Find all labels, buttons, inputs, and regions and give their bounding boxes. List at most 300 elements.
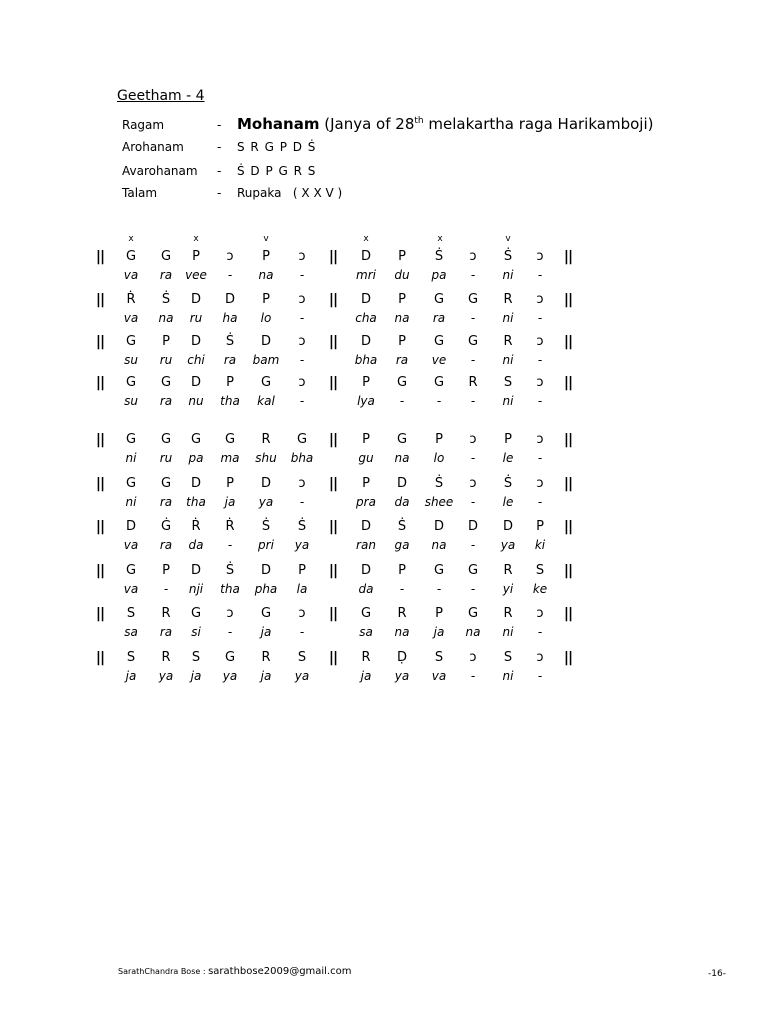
syllable: da — [188, 538, 204, 552]
swara: R — [361, 650, 371, 665]
swara: P — [536, 519, 544, 534]
info-label: Arohanam — [122, 140, 184, 154]
swara: D — [502, 519, 513, 534]
syllable: bha — [354, 353, 378, 367]
syllable: si — [191, 625, 201, 639]
swara: D — [396, 476, 407, 491]
notation-line — [0, 606, 768, 646]
syllable: na — [431, 538, 447, 552]
ragam-value: Mohanam (Janya of 28th melakartha raga Harikamboji) — [237, 115, 654, 133]
syllable: ru — [189, 311, 203, 325]
notation-line — [0, 476, 768, 516]
syllable: ni — [502, 353, 514, 367]
syllable: ya — [500, 538, 516, 552]
syllable: yi — [502, 582, 514, 596]
bar-line: || — [563, 432, 573, 448]
syllable: - — [537, 311, 543, 325]
swara: ↄ — [536, 432, 544, 447]
syllable: bha — [290, 451, 314, 465]
info-label: Avarohanam — [122, 164, 198, 178]
bar-line: || — [95, 432, 105, 448]
notation-line — [0, 292, 768, 332]
swara: Ṙ — [191, 519, 201, 534]
syllable: ke — [532, 582, 548, 596]
swara: G — [396, 375, 408, 390]
beat-mark: v — [505, 234, 511, 244]
swara: D — [190, 292, 201, 307]
bar-line: || — [328, 606, 338, 622]
syllable: gu — [358, 451, 374, 465]
swara: P — [192, 249, 200, 264]
swara: D — [360, 249, 371, 264]
syllable: kal — [257, 394, 275, 408]
swara: R — [503, 563, 513, 578]
swara: D — [224, 292, 235, 307]
swara: S — [126, 650, 136, 665]
swara: D — [190, 334, 201, 349]
swara: G — [433, 292, 445, 307]
swara: ↄ — [298, 375, 306, 390]
syllable: ja — [260, 625, 272, 639]
syllable: va — [123, 311, 139, 325]
syllable: ni — [502, 268, 514, 282]
syllable: la — [296, 582, 308, 596]
bar-line: || — [563, 375, 573, 391]
syllable: ra — [432, 311, 446, 325]
swara: G — [125, 432, 137, 447]
syllable: - — [299, 625, 305, 639]
swara: G — [433, 334, 445, 349]
syllable: na — [394, 451, 410, 465]
syllable: ma — [220, 451, 240, 465]
bar-line: || — [563, 476, 573, 492]
syllable: ga — [394, 538, 410, 552]
bar-line: || — [328, 292, 338, 308]
swara: D — [360, 334, 371, 349]
swara: R — [503, 292, 513, 307]
swara: P — [504, 432, 512, 447]
syllable: lya — [357, 394, 375, 408]
syllable: shee — [424, 495, 454, 509]
swara: S — [191, 650, 201, 665]
swara: G — [160, 249, 172, 264]
syllable: va — [123, 582, 139, 596]
swara: R — [261, 432, 271, 447]
syllable: le — [502, 495, 514, 509]
swara: Ṡ — [225, 563, 235, 578]
syllable: - — [537, 495, 543, 509]
swara: D — [260, 476, 271, 491]
info-dash: - — [217, 186, 222, 200]
swara: ↄ — [298, 476, 306, 491]
info-dash: - — [217, 118, 222, 132]
swara: Ṡ — [297, 519, 307, 534]
swara: G — [125, 249, 137, 264]
footer-email: sarathbose2009@gmail.com — [208, 966, 352, 977]
avarohanam-value: Ṡ D P G R S — [237, 164, 317, 178]
swara: Ṙ — [126, 292, 136, 307]
notation-line — [0, 432, 768, 472]
swara: R — [503, 334, 513, 349]
info-dash: - — [217, 164, 222, 178]
swara: Ṡ — [503, 476, 513, 491]
syllable: - — [537, 394, 543, 408]
swara: G — [160, 476, 172, 491]
syllable: - — [470, 669, 476, 683]
swara: D — [260, 334, 271, 349]
syllable: ha — [222, 311, 238, 325]
swara: G — [467, 606, 479, 621]
swara: S — [535, 563, 545, 578]
swara: P — [162, 334, 170, 349]
swara: P — [162, 563, 170, 578]
swara: Ṡ — [261, 519, 271, 534]
swara: P — [262, 249, 270, 264]
syllable: na — [258, 268, 274, 282]
swara: ↄ — [536, 650, 544, 665]
swara: P — [226, 375, 234, 390]
swara: D — [190, 476, 201, 491]
swara: P — [398, 563, 406, 578]
syllable: ja — [190, 669, 202, 683]
syllable: - — [470, 394, 476, 408]
swara: ↄ — [536, 249, 544, 264]
syllable: ja — [433, 625, 445, 639]
syllable: - — [399, 582, 405, 596]
notation-line — [0, 249, 768, 289]
swara: G — [160, 432, 172, 447]
swara: ↄ — [536, 334, 544, 349]
notation-line — [0, 650, 768, 690]
syllable: - — [399, 394, 405, 408]
bar-line: || — [563, 519, 573, 535]
syllable: du — [394, 268, 410, 282]
swara: ↄ — [298, 334, 306, 349]
bar-line: || — [95, 563, 105, 579]
syllable: sa — [124, 625, 138, 639]
syllable: ki — [534, 538, 546, 552]
syllable: va — [431, 669, 447, 683]
syllable: ni — [502, 669, 514, 683]
swara: D — [190, 563, 201, 578]
syllable: - — [227, 268, 233, 282]
syllable: bam — [252, 353, 280, 367]
syllable: - — [537, 451, 543, 465]
swara: G — [296, 432, 308, 447]
syllable: vee — [185, 268, 207, 282]
swara: Ġ — [160, 519, 172, 534]
swara: P — [398, 334, 406, 349]
swara: Ṡ — [161, 292, 171, 307]
syllable: tha — [186, 495, 206, 509]
syllable: - — [299, 268, 305, 282]
bar-line: || — [95, 334, 105, 350]
syllable: da — [394, 495, 410, 509]
swara: ↄ — [536, 476, 544, 491]
swara: ↄ — [536, 606, 544, 621]
swara: ↄ — [298, 249, 306, 264]
syllable: ni — [125, 451, 137, 465]
syllable: ya — [222, 669, 238, 683]
syllable: lo — [260, 311, 272, 325]
syllable: pra — [356, 495, 376, 509]
syllable: - — [436, 394, 442, 408]
syllable: ve — [431, 353, 447, 367]
bar-line: || — [563, 334, 573, 350]
syllable: ra — [159, 625, 173, 639]
bar-line: || — [563, 249, 573, 265]
bar-line: || — [95, 519, 105, 535]
swara: G — [467, 563, 479, 578]
swara: ↄ — [536, 375, 544, 390]
swara: R — [468, 375, 478, 390]
swara: R — [161, 606, 171, 621]
swara: R — [397, 606, 407, 621]
swara: D — [467, 519, 478, 534]
bar-line: || — [328, 519, 338, 535]
swara: G — [360, 606, 372, 621]
swara: P — [362, 432, 370, 447]
swara: S — [503, 650, 513, 665]
swara: G — [260, 606, 272, 621]
syllable: - — [470, 311, 476, 325]
syllable: - — [537, 353, 543, 367]
bar-line: || — [95, 650, 105, 666]
syllable: - — [470, 582, 476, 596]
syllable: ra — [159, 268, 173, 282]
bar-line: || — [95, 375, 105, 391]
swara: ↄ — [226, 249, 234, 264]
swara: G — [224, 432, 236, 447]
syllable: le — [502, 451, 514, 465]
swara: Ṙ — [225, 519, 235, 534]
syllable: ja — [260, 669, 272, 683]
info-dash: - — [217, 140, 222, 154]
syllable: ran — [356, 538, 376, 552]
syllable: ja — [224, 495, 236, 509]
swara: D — [125, 519, 136, 534]
swara: ↄ — [469, 432, 477, 447]
syllable: nu — [188, 394, 204, 408]
swara: D — [360, 563, 371, 578]
swara: ↄ — [469, 249, 477, 264]
swara: G — [467, 334, 479, 349]
syllable: da — [358, 582, 374, 596]
swara: G — [396, 432, 408, 447]
syllable: ru — [159, 353, 173, 367]
swara: G — [224, 650, 236, 665]
swara: D — [360, 519, 371, 534]
swara: P — [398, 292, 406, 307]
swara: D — [260, 563, 271, 578]
syllable: ya — [294, 669, 310, 683]
beat-mark: x — [437, 234, 443, 244]
syllable: - — [299, 495, 305, 509]
syllable: tha — [220, 394, 240, 408]
syllable: su — [124, 394, 138, 408]
swara: G — [433, 563, 445, 578]
swara: P — [362, 375, 370, 390]
syllable: na — [394, 625, 410, 639]
beat-mark: x — [363, 234, 369, 244]
bar-line: || — [328, 432, 338, 448]
bar-line: || — [328, 476, 338, 492]
swara: G — [125, 375, 137, 390]
notation-line — [0, 375, 768, 415]
bar-line: || — [95, 249, 105, 265]
syllable: na — [465, 625, 481, 639]
bar-line: || — [328, 375, 338, 391]
syllable: na — [158, 311, 174, 325]
syllable: pa — [431, 268, 447, 282]
syllable: - — [537, 268, 543, 282]
swara: P — [262, 292, 270, 307]
syllable: sa — [359, 625, 373, 639]
swara: R — [161, 650, 171, 665]
swara: G — [125, 334, 137, 349]
swara: P — [226, 476, 234, 491]
syllable: - — [227, 538, 233, 552]
bar-line: || — [328, 650, 338, 666]
syllable: - — [537, 669, 543, 683]
beat-marks — [0, 234, 768, 246]
syllable: ni — [125, 495, 137, 509]
syllable: ni — [502, 394, 514, 408]
swara: S — [126, 606, 136, 621]
swara: Ḍ — [396, 650, 407, 665]
swara: R — [503, 606, 513, 621]
syllable: - — [470, 451, 476, 465]
syllable: ra — [159, 495, 173, 509]
talam-value: Rupaka ( X X V ) — [237, 186, 343, 200]
bar-line: || — [563, 563, 573, 579]
syllable: pha — [254, 582, 278, 596]
syllable: lo — [433, 451, 445, 465]
syllable: tha — [220, 582, 240, 596]
swara: S — [503, 375, 513, 390]
swara: G — [190, 606, 202, 621]
swara: P — [435, 606, 443, 621]
syllable: chi — [187, 353, 205, 367]
syllable: ra — [159, 394, 173, 408]
syllable: su — [124, 353, 138, 367]
bar-line: || — [95, 606, 105, 622]
bar-line: || — [328, 249, 338, 265]
syllable: pa — [188, 451, 204, 465]
syllable: ra — [395, 353, 409, 367]
bar-line: || — [563, 292, 573, 308]
swara: G — [125, 476, 137, 491]
bar-line: || — [95, 476, 105, 492]
syllable: - — [470, 353, 476, 367]
swara: Ṡ — [434, 249, 444, 264]
swara: D — [360, 292, 371, 307]
syllable: ru — [159, 451, 173, 465]
swara: ↄ — [469, 476, 477, 491]
syllable: - — [299, 394, 305, 408]
syllable: ni — [502, 311, 514, 325]
syllable: ja — [360, 669, 372, 683]
notation-line — [0, 563, 768, 603]
swara: Ṡ — [225, 334, 235, 349]
beat-mark: x — [128, 234, 134, 244]
swara: ↄ — [469, 650, 477, 665]
swara: ↄ — [298, 606, 306, 621]
swara: Ṡ — [434, 476, 444, 491]
bar-line: || — [95, 292, 105, 308]
syllable: - — [537, 625, 543, 639]
swara: P — [298, 563, 306, 578]
syllable: ya — [158, 669, 174, 683]
swara: S — [434, 650, 444, 665]
info-label: Talam — [122, 186, 158, 200]
syllable: shu — [255, 451, 277, 465]
page-number: -16- — [708, 969, 726, 979]
swara: D — [190, 375, 201, 390]
syllable: - — [470, 495, 476, 509]
syllable: mri — [356, 268, 376, 282]
swara: D — [433, 519, 444, 534]
syllable: ya — [258, 495, 274, 509]
syllable: na — [394, 311, 410, 325]
swara: Ṡ — [397, 519, 407, 534]
swara: P — [362, 476, 370, 491]
bar-line: || — [563, 606, 573, 622]
syllable: cha — [355, 311, 377, 325]
swara: P — [435, 432, 443, 447]
swara: G — [260, 375, 272, 390]
page-title: Geetham - 4 — [117, 88, 205, 104]
bar-line: || — [328, 334, 338, 350]
syllable: - — [299, 311, 305, 325]
syllable: ra — [159, 538, 173, 552]
syllable: - — [470, 538, 476, 552]
swara: ↄ — [298, 292, 306, 307]
swara: G — [467, 292, 479, 307]
notation-line — [0, 334, 768, 374]
syllable: ni — [502, 625, 514, 639]
syllable: ya — [294, 538, 310, 552]
notation-line — [0, 519, 768, 559]
syllable: - — [470, 268, 476, 282]
swara: G — [160, 375, 172, 390]
bar-line: || — [328, 563, 338, 579]
syllable: - — [163, 582, 169, 596]
syllable: va — [123, 538, 139, 552]
syllable: ra — [223, 353, 237, 367]
syllable: va — [123, 268, 139, 282]
syllable: ya — [394, 669, 410, 683]
syllable: pri — [258, 538, 274, 552]
footer-author: SarathChandra Bose : — [118, 967, 209, 976]
beat-mark: v — [263, 234, 269, 244]
swara: P — [398, 249, 406, 264]
swara: R — [261, 650, 271, 665]
syllable: - — [436, 582, 442, 596]
swara: G — [125, 563, 137, 578]
swara: ↄ — [226, 606, 234, 621]
swara: ↄ — [536, 292, 544, 307]
syllable: - — [227, 625, 233, 639]
syllable: ja — [125, 669, 137, 683]
syllable: nji — [188, 582, 204, 596]
syllable: - — [299, 353, 305, 367]
swara: Ṡ — [503, 249, 513, 264]
swara: S — [297, 650, 307, 665]
bar-line: || — [563, 650, 573, 666]
info-label: Ragam — [122, 118, 165, 132]
swara: G — [190, 432, 202, 447]
